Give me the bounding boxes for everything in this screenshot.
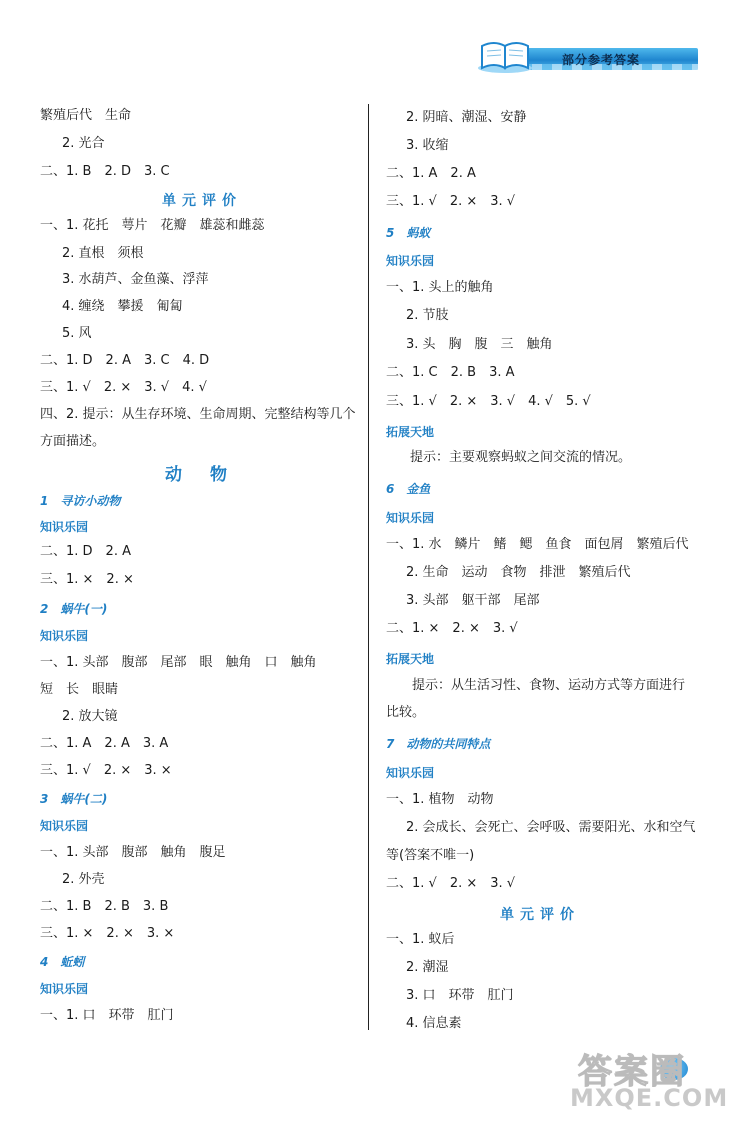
watermark-url: MXQE.COM (570, 1084, 729, 1112)
answer-line: 一、1. 水 鳞片 鳍 鳃 鱼食 面包屑 繁殖后代 (386, 537, 689, 552)
unit-evaluation-heading: 单元评价 (500, 907, 580, 923)
header-title: 部分参考答案 (562, 53, 641, 67)
lesson-heading: 2 蜗牛(一) (40, 602, 108, 616)
unit-evaluation-heading: 单元评价 (162, 193, 242, 209)
answer-line: 2. 节肢 (406, 308, 449, 323)
answer-line: 三、1. √ 2. × 3. × (40, 763, 172, 778)
answer-line: 一、1. 头上的触角 (386, 280, 494, 295)
lesson-heading: 6 金鱼 (386, 482, 431, 496)
answer-line: 三、1. × 2. × (40, 572, 134, 587)
answer-line: 四、2. 提示：从生存环境、生命周期、完整结构等几个 (40, 407, 356, 422)
answer-line: 一、1. 头部 腹部 尾部 眼 触角 口 触角 (40, 655, 317, 670)
answer-line: 4. 信息素 (406, 1016, 462, 1031)
answer-line: 二、1. C 2. B 3. A (386, 365, 515, 380)
answer-line: 方面描述。 (40, 434, 106, 449)
subsection-heading: 拓展天地 (386, 652, 435, 666)
answer-line: 二、1. × 2. × 3. √ (386, 621, 518, 636)
answer-line: 二、1. A 2. A 3. A (40, 736, 169, 751)
lesson-heading: 7 动物的共同特点 (386, 737, 491, 751)
answer-line: 2. 潮湿 (406, 960, 449, 975)
answer-line: 2. 放大镜 (62, 709, 118, 724)
answer-line: 2. 直根 须根 (62, 246, 144, 261)
watermark-logo-text: 答案圈 (578, 1052, 686, 1092)
answer-line: 二、1. D 2. A 3. C 4. D (40, 353, 210, 368)
answer-line: 3. 头 胸 腹 三 触角 (406, 337, 553, 352)
column-divider (368, 104, 369, 1030)
answer-line: 三、1. × 2. × 3. × (40, 926, 175, 941)
answer-line: 二、1. B 2. B 3. B (40, 899, 169, 914)
answer-line: 2. 外壳 (62, 872, 105, 887)
lesson-heading: 3 蜗牛(二) (40, 792, 108, 806)
section-title-animals: 动物 (165, 465, 255, 485)
subsection-heading: 知识乐园 (40, 819, 89, 833)
answer-line: 3. 头部 躯干部 尾部 (406, 593, 540, 608)
subsection-heading: 知识乐园 (386, 254, 435, 268)
header-banner (466, 40, 700, 74)
answer-line: 等(答案不唯一) (386, 848, 475, 863)
answer-line: 一、1. 花托 萼片 花瓣 雄蕊和雌蕊 (40, 218, 265, 233)
answer-line: 比较。 (386, 705, 426, 720)
answer-line: 一、1. 蚁后 (386, 932, 455, 947)
answer-line: 二、1. √ 2. × 3. √ (386, 876, 516, 891)
subsection-heading: 拓展天地 (386, 425, 435, 439)
subsection-heading: 知识乐园 (386, 766, 435, 780)
answer-line: 2. 光合 (62, 136, 105, 151)
answer-line: 一、1. 植物 动物 (386, 792, 494, 807)
answer-line: 3. 收缩 (406, 138, 449, 153)
answer-line: 三、1. √ 2. × 3. √ (386, 194, 516, 209)
lesson-heading: 5 蚂蚁 (386, 226, 431, 240)
answer-line: 2. 阴暗、潮湿、安静 (406, 110, 527, 125)
answer-line: 4. 缠绕 攀援 匍匐 (62, 299, 183, 314)
subsection-heading: 知识乐园 (386, 511, 435, 525)
answer-line: 繁殖后代 生命 (40, 108, 132, 123)
answer-line: 短 长 眼睛 (40, 682, 119, 697)
answer-line: 提示：主要观察蚂蚁之间交流的情况。 (410, 450, 632, 465)
answer-line: 三、1. √ 2. × 3. √ 4. √ 5. √ (386, 394, 591, 409)
answer-line: 二、1. B 2. D 3. C (40, 164, 170, 179)
open-book-icon (476, 40, 534, 74)
watermark (566, 1044, 746, 1116)
answer-line: 2. 生命 运动 食物 排泄 繁殖后代 (406, 565, 631, 580)
answer-line: 3. 水葫芦、金鱼藻、浮萍 (62, 272, 209, 287)
answer-line: 提示：从生活习性、食物、运动方式等方面进行 (412, 678, 686, 693)
answer-line: 二、1. D 2. A (40, 544, 131, 559)
subsection-heading: 知识乐园 (40, 520, 89, 534)
answer-line: 三、1. √ 2. × 3. √ 4. √ (40, 380, 207, 395)
answer-line: 二、1. A 2. A (386, 166, 476, 181)
answer-line: 2. 会成长、会死亡、会呼吸、需要阳光、水和空气 (406, 820, 696, 835)
lesson-heading: 4 蚯蚓 (40, 955, 85, 969)
subsection-heading: 知识乐园 (40, 629, 89, 643)
answer-line: 5. 风 (62, 326, 92, 341)
answer-line: 一、1. 口 环带 肛门 (40, 1008, 174, 1023)
lesson-heading: 1 寻访小动物 (40, 494, 121, 508)
answer-line: 3. 口 环带 肛门 (406, 988, 514, 1003)
answer-line: 一、1. 头部 腹部 触角 腹足 (40, 845, 226, 860)
subsection-heading: 知识乐园 (40, 982, 89, 996)
